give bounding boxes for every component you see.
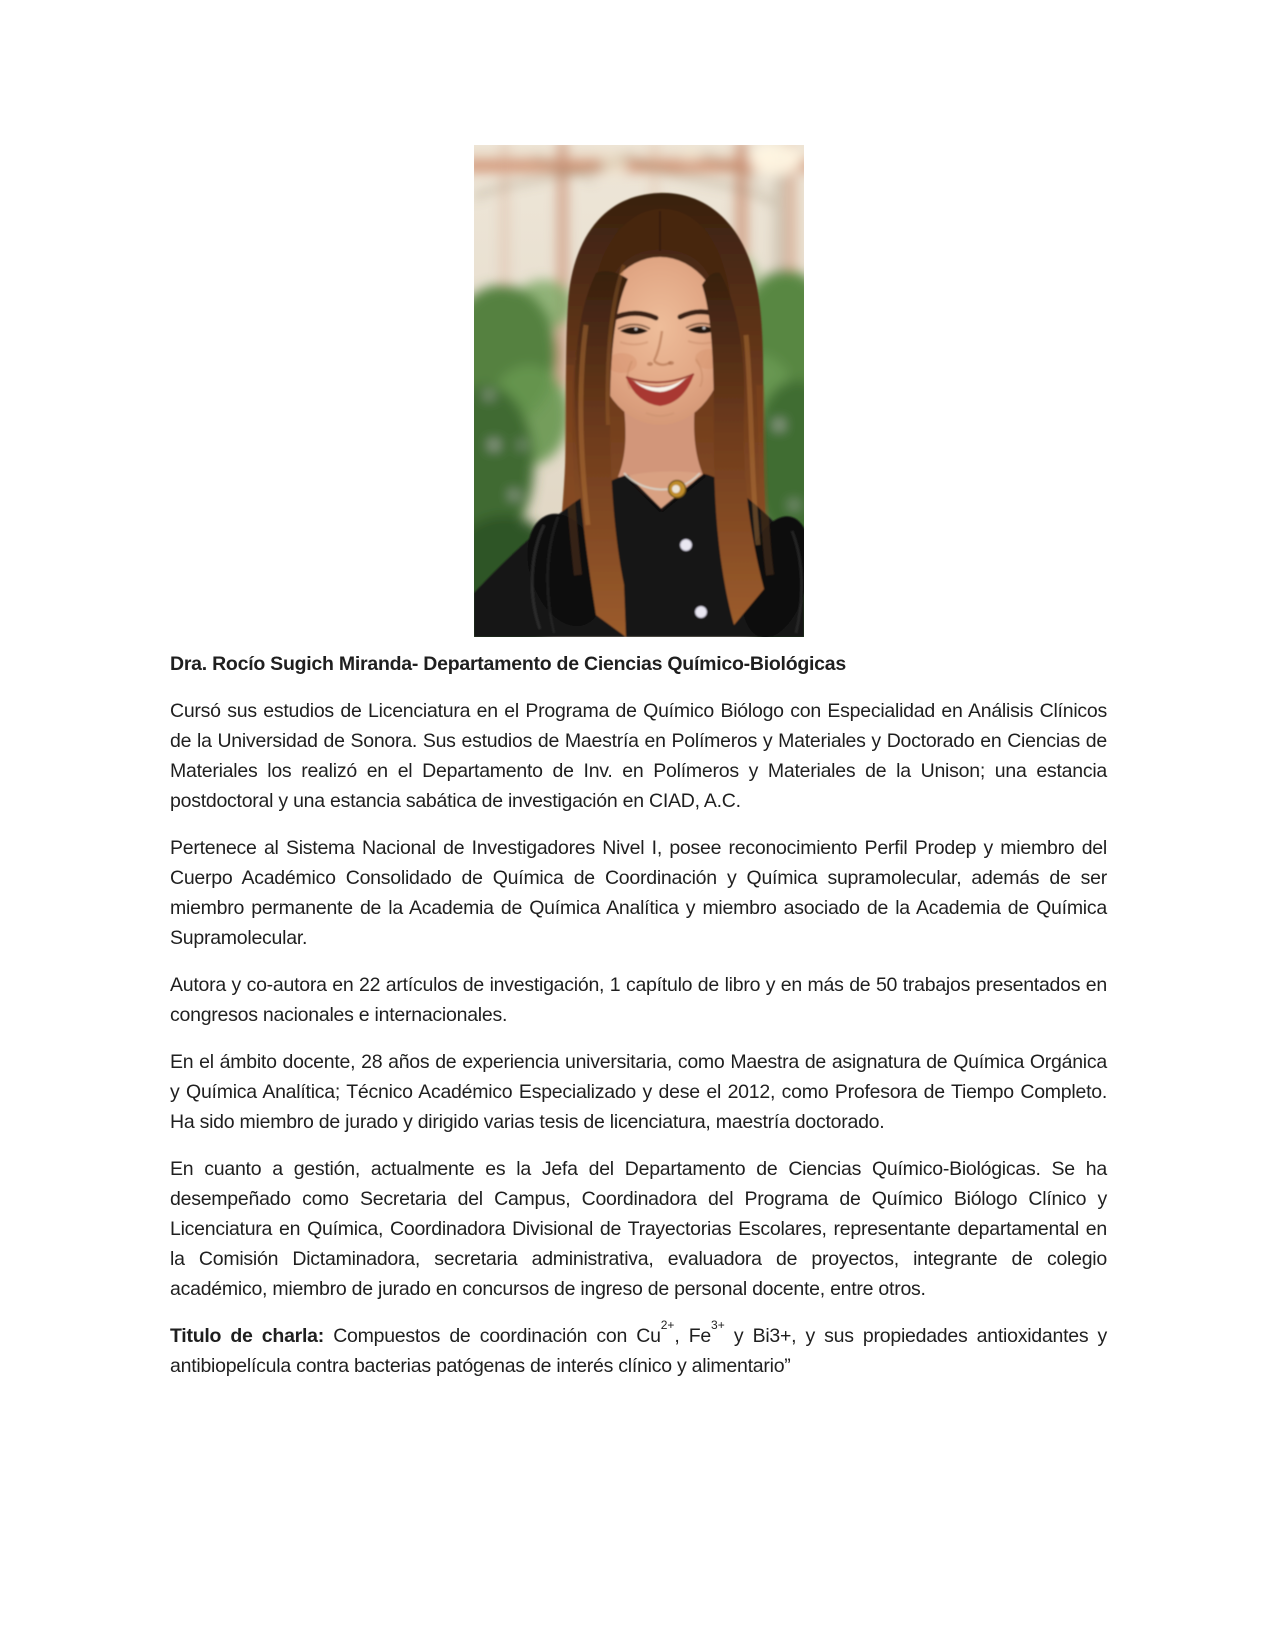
paragraph-teaching: En el ámbito docente, 28 años de experiencia universitaria, como Maestra de asignatura de Química Orgánica y Química Analítica; Técnico Académico Especializado y dese el 2012, como Profesora de Tiempo Completo. Ha sido miembro de jurado y dirigido varias tesis de licenciatura, maestría doctorado. xyxy=(170,1051,1107,1133)
fence-post xyxy=(558,145,567,385)
blouse-button xyxy=(695,607,706,618)
talk-text-3: y Bi3+, y sus propiedades antioxidantes y antibiopelícula contra bacterias patógenas de interés clínico y alimentario” xyxy=(170,1325,1108,1377)
portrait-photo xyxy=(474,145,804,637)
paragraph-talk-title xyxy=(170,1317,1108,1381)
paragraph-education: Cursó sus estudios de Licenciatura en el Programa de Químico Biólogo con Especialidad en Análisis Clínicos de la Universidad de Sonora. Sus estudios de Maestría en Polímeros y Materiales y Doctorado en Ciencias de Materiales los realizó en el Departamento de Inv. en Polímeros y Materiales de la Unison; una estancia postdoctoral y una estancia sabática de investigación en CIAD, A.C. xyxy=(170,700,1107,812)
talk-label: Titulo de charla: xyxy=(170,1325,334,1347)
portrait-photo-illustration xyxy=(474,145,804,637)
blossom xyxy=(490,441,498,449)
talk-text-2: , Fe xyxy=(674,1325,712,1347)
superscript-cu-charge: 2+ xyxy=(660,1317,675,1332)
blouse-button xyxy=(680,540,691,551)
talk-text-1: Compuestos de coordinación con Cu xyxy=(333,1325,661,1347)
paragraph-management: En cuanto a gestión, actualmente es la Jefa del Departamento de Ciencias Químico-Biológicas. Se ha desempeñado como Secretaria del Campus, Coordinadora del Programa de Químico Biólogo Clínico y Licenciatura en Química, Coordinadora Divisional de Trayectorias Escolares, representante departamental en la Comisión Dictaminadora, secretaria administrativa, evaluadora de proyectos, integrante de colegio académico, miembro de jurado en concursos de ingreso de personal docente, entre otros. xyxy=(170,1158,1107,1300)
paragraph-memberships: Pertenece al Sistema Nacional de Investigadores Nivel I, posee reconocimiento Perfil Prodep y miembro del Cuerpo Académico Consolidado de Química de Coordinación y Química supramolecular, además de ser miembro permanente de la Academia de Química Analítica y miembro asociado de la Academia de Química Supramolecular. xyxy=(170,837,1107,949)
page-title: Dra. Rocío Sugich Miranda- Departamento de Ciencias Químico-Biológicas xyxy=(170,653,846,675)
paragraph-publications: Autora y co-autora en 22 artículos de investigación, 1 capítulo de libro y en más de 50 trabajos presentados en congresos nacionales e internacionales. xyxy=(170,974,1107,1026)
superscript-fe-charge: 3+ xyxy=(711,1317,725,1332)
